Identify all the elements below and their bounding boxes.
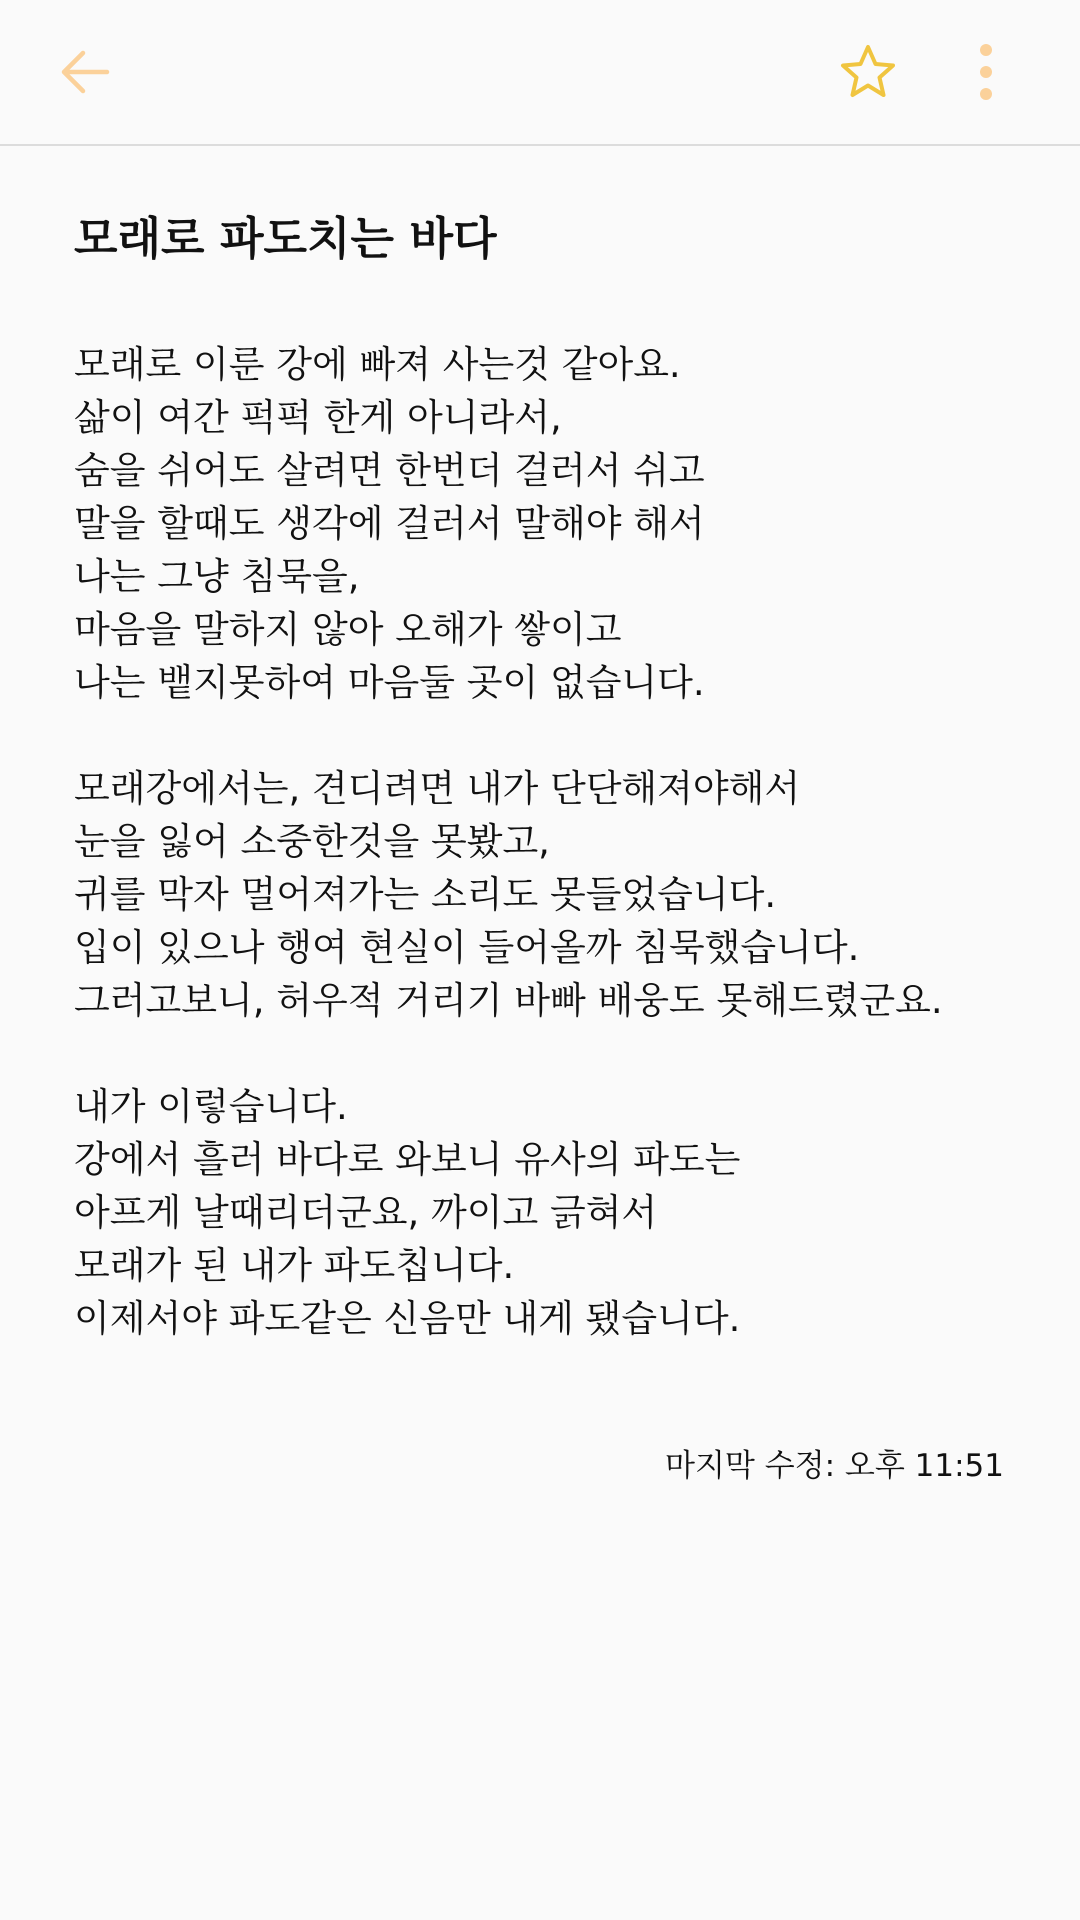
note-line: 그러고보니, 허우적 거리기 바빠 배웅도 못해드렸군요. xyxy=(74,979,943,1022)
favorite-button[interactable] xyxy=(823,32,913,112)
arrow-left-icon xyxy=(57,44,113,100)
note-content[interactable] xyxy=(74,200,1014,1398)
back-button[interactable] xyxy=(40,32,130,112)
note-body[interactable] xyxy=(74,338,1014,1345)
note-line: 모래로 이룬 강에 빠져 사는것 같아요. xyxy=(74,343,681,386)
note-stanza xyxy=(74,1080,1014,1345)
last-modified-label: 마지막 수정: 오후 11:51 xyxy=(665,1448,1004,1484)
note-line: 모래강에서는, 견디려면 내가 단단해져야해서 xyxy=(74,767,801,810)
note-line: 모래가 된 내가 파도칩니다. xyxy=(74,1244,515,1287)
note-line: 마음을 말하지 않아 오해가 쌓이고 xyxy=(74,608,622,651)
note-stanza xyxy=(74,762,1014,1027)
top-app-bar xyxy=(0,0,1080,146)
note-title: 모래로 파도치는 바다 xyxy=(74,212,497,265)
more-vertical-icon xyxy=(976,42,996,102)
note-line: 나는 뱉지못하여 마음둘 곳이 없습니다. xyxy=(74,661,705,704)
note-line: 이제서야 파도같은 신음만 내게 됐습니다. xyxy=(74,1297,741,1340)
note-line: 강에서 흘러 바다로 와보니 유사의 파도는 xyxy=(74,1138,741,1181)
note-line: 입이 있으나 행여 현실이 들어올까 침묵했습니다. xyxy=(74,926,860,969)
note-line: 숨을 쉬어도 살려면 한번더 걸러서 쉬고 xyxy=(74,449,705,492)
note-stanza xyxy=(74,338,1014,709)
note-line: 삶이 여간 퍽퍽 한게 아니라서, xyxy=(74,396,562,439)
more-options-button[interactable] xyxy=(951,32,1021,112)
star-outline-icon xyxy=(838,42,898,102)
note-line: 아프게 날때리더군요, 까이고 긁혀서 xyxy=(74,1191,658,1234)
note-line: 내가 이렇습니다. xyxy=(74,1085,348,1128)
note-line: 말을 할때도 생각에 걸러서 말해야 해서 xyxy=(74,502,705,545)
note-line: 나는 그냥 침묵을, xyxy=(74,555,360,598)
note-line: 귀를 막자 멀어져가는 소리도 못들었습니다. xyxy=(74,873,777,916)
note-line: 눈을 잃어 소중한것을 못봤고, xyxy=(74,820,550,863)
